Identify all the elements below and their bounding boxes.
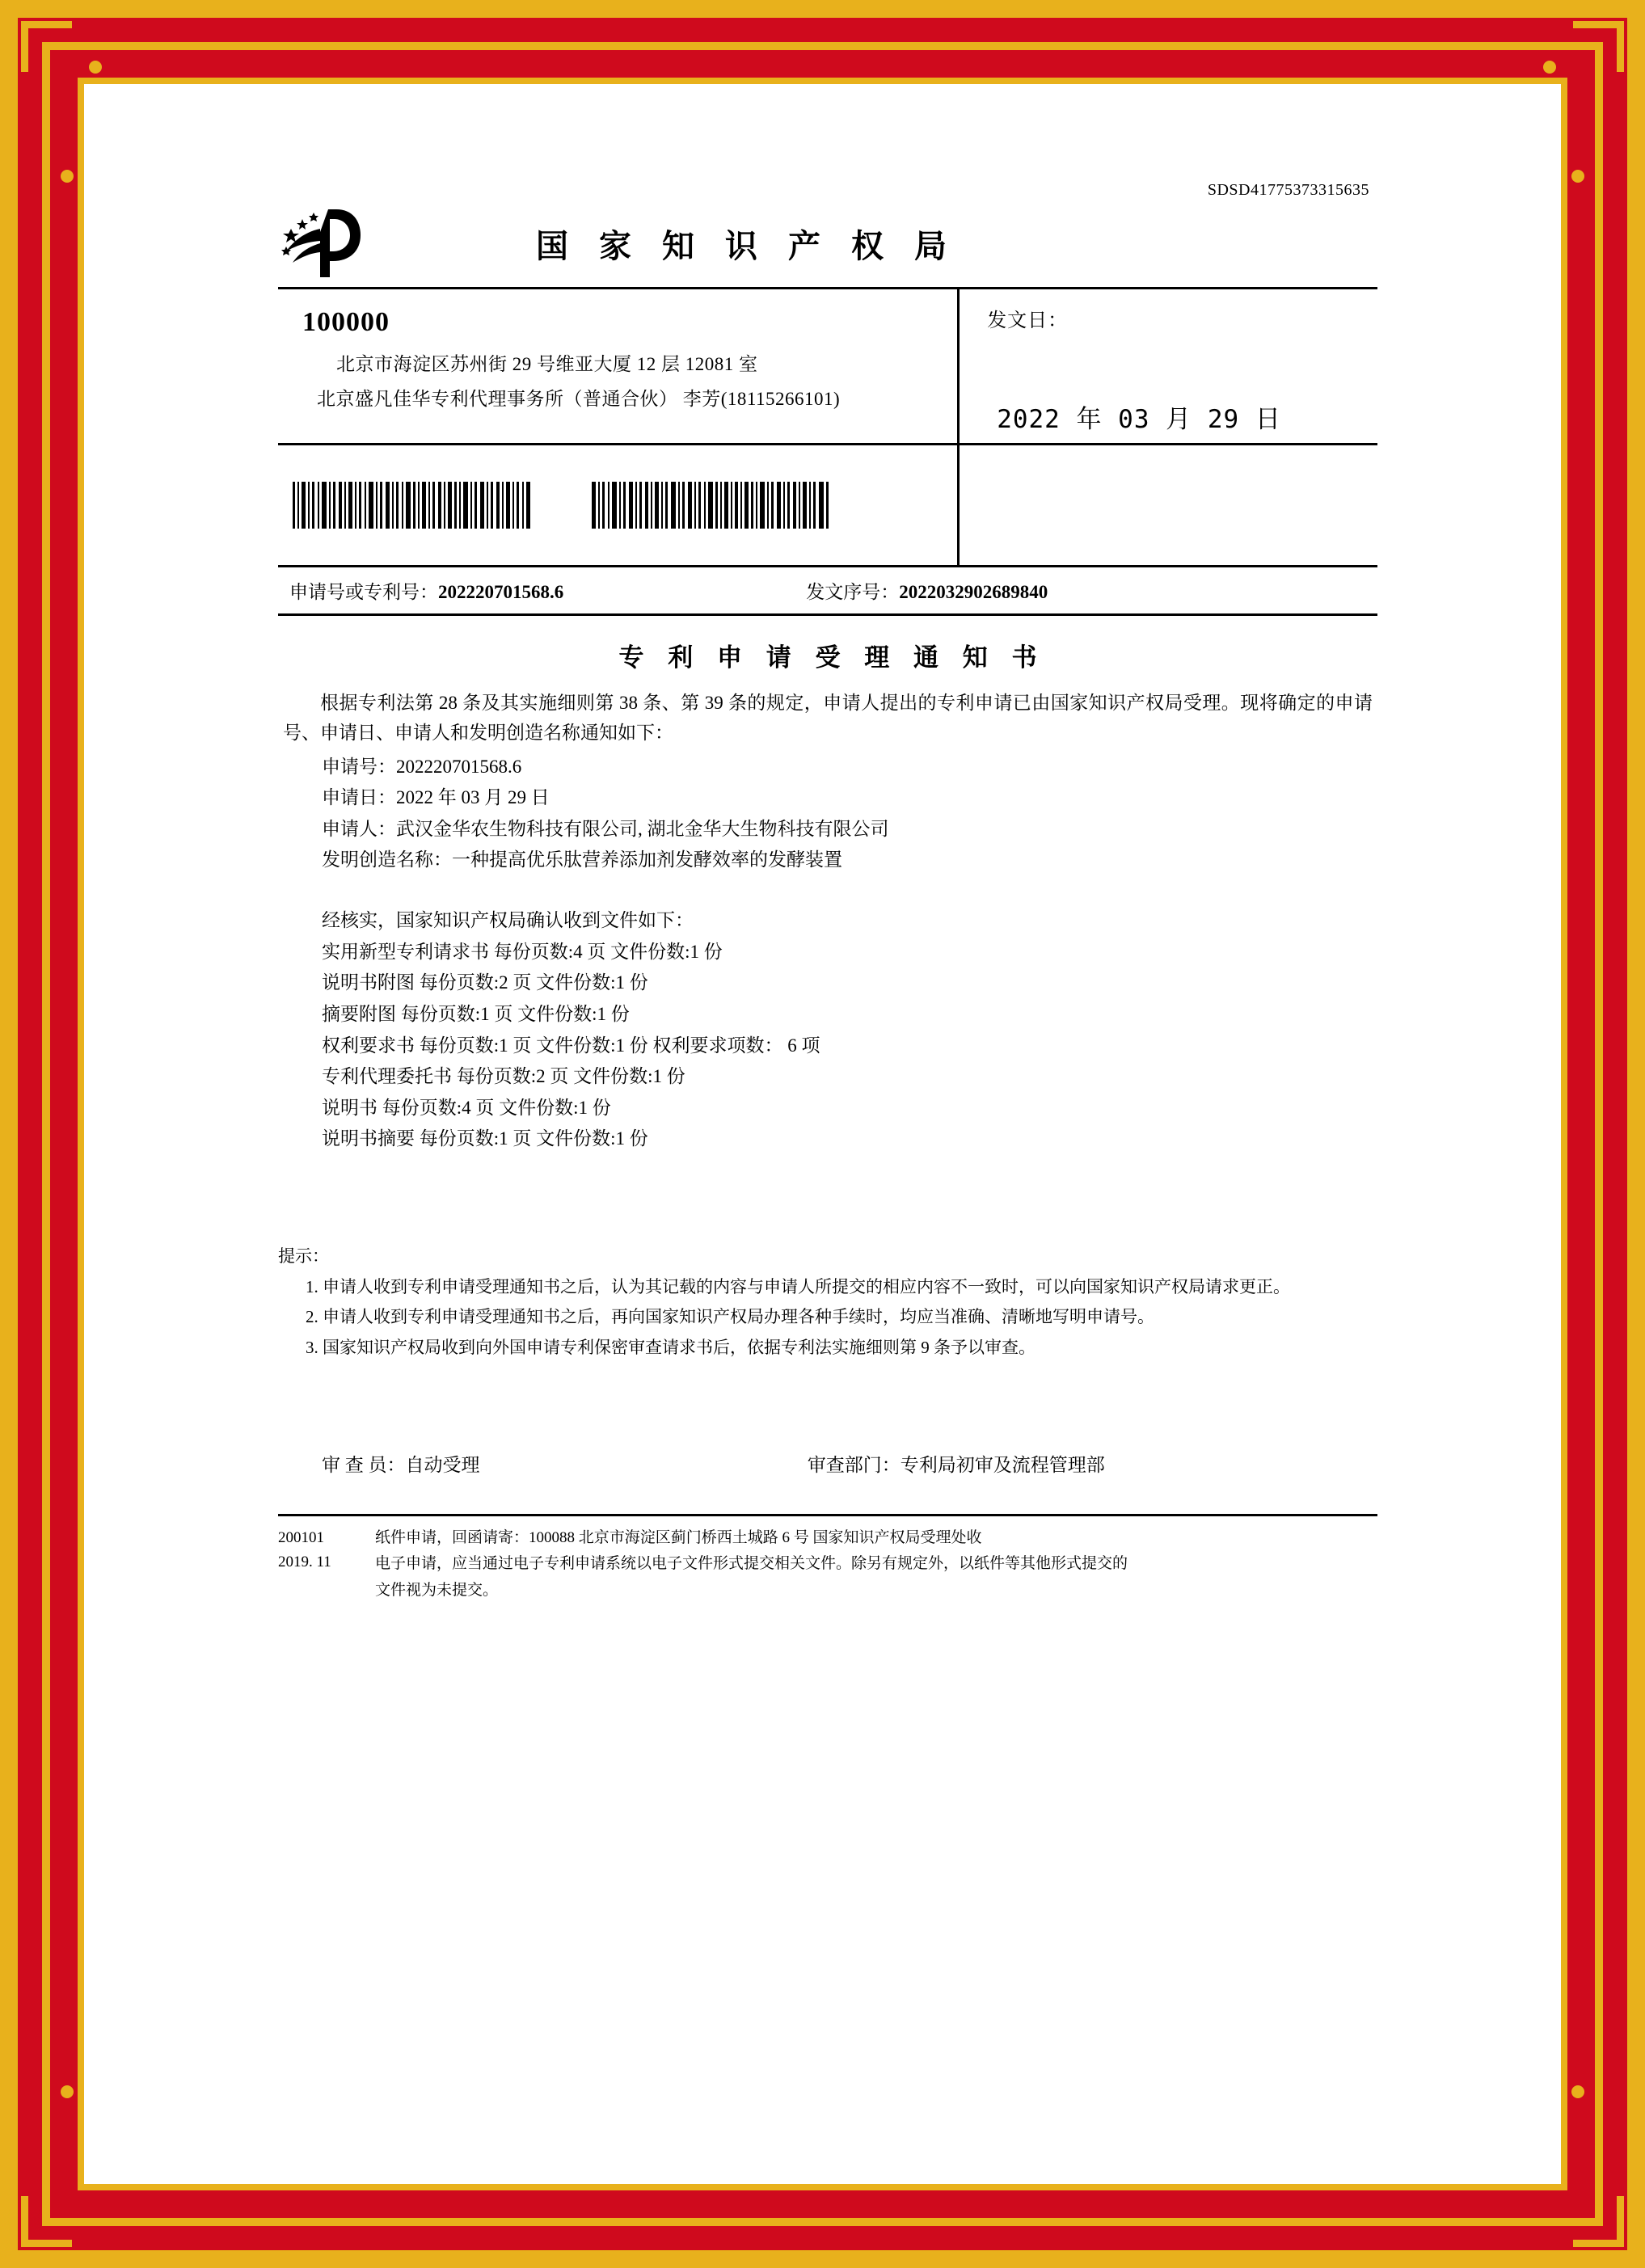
footer-notes <box>375 1526 1377 1604</box>
document-footer <box>278 1514 1377 1604</box>
cnipa-emblem-icon <box>278 204 383 282</box>
field-label: 申请人： <box>322 818 396 839</box>
address-line-1: 北京市海淀区苏州街 29 号维亚大厦 12 层 12081 室 <box>336 354 758 374</box>
footer-line-1: 纸件申请，回函请寄：100088 北京市海淀区蓟门桥西土城路 6 号 国家知识产权局受理处收 <box>375 1528 982 1546</box>
document-header <box>278 204 1377 282</box>
hint-item: 3. 国家知识产权局收到向外国申请专利保密审查请求书后，依据专利法实施细则第 9 条予以审查。 <box>306 1338 1036 1358</box>
received-document-item: 摘要附图 每份页数:1 页 文件份数:1 份 <box>322 1003 630 1024</box>
barcode-2-icon <box>590 482 833 529</box>
notice-paragraph-1: 根据专利法第 28 条及其实施细则第 38 条、第 39 条的规定，申请人提出的专利申请已由国家知识产权局受理。现将确定的申请号、申请日、申请人和发明创造名称通知如下： <box>283 693 1373 744</box>
department-label: 审查部门： <box>807 1454 901 1475</box>
dispatch-serial-label: 发文序号： <box>806 582 900 602</box>
barcode-cell-left <box>278 445 960 565</box>
received-document-item: 说明书附图 每份页数:2 页 文件份数:1 份 <box>322 972 648 993</box>
field-value: 武汉金华农生物科技有限公司, 湖北金华大生物科技有限公司 <box>396 818 889 839</box>
field-label: 申请号： <box>322 756 396 777</box>
department-value: 专利局初审及流程管理部 <box>900 1454 1105 1475</box>
received-document-item: 专利代理委托书 每份页数:2 页 文件份数:1 份 <box>322 1066 685 1087</box>
hints-title: 提示： <box>278 1246 329 1266</box>
ornament-dot <box>1543 61 1556 74</box>
field-label: 申请日： <box>322 787 396 808</box>
address-date-block <box>278 289 1377 445</box>
document-page <box>84 84 1561 2184</box>
examiner-value: 自动受理 <box>405 1454 480 1475</box>
field-value: 一种提高优乐肽营养添加剂发酵效率的发酵装置 <box>452 849 842 871</box>
application-number-field <box>278 577 806 604</box>
dispatch-date-label: 发文日： <box>987 310 1069 331</box>
field-value: 202220701568.6 <box>396 756 522 777</box>
footer-codes <box>278 1526 375 1604</box>
dispatch-date-value: 2022 年 03 月 29 日 <box>997 405 1281 434</box>
page-title: 国 家 知 识 产 权 局 <box>536 227 958 264</box>
field-invention-title <box>322 845 1377 876</box>
dispatch-serial-value: 2022032902689840 <box>899 582 1048 602</box>
examiner-row <box>278 1450 1377 1477</box>
received-document-item: 实用新型专利请求书 每份页数:4 页 文件份数:1 份 <box>322 941 723 962</box>
examiner-label: 审 查 员： <box>322 1454 406 1475</box>
dispatch-date-block <box>960 289 1377 443</box>
sdsd-code: SDSD41775373315635 <box>1207 181 1369 199</box>
barcode-1-icon <box>291 482 534 529</box>
documents-intro: 经核实，国家知识产权局确认收到文件如下： <box>322 910 694 930</box>
footer-line-2: 电子申请，应当通过电子专利申请系统以电子文件形式提交相关文件。除另有规定外，以纸件等其他形式提交的 <box>375 1555 1128 1573</box>
application-number-label: 申请号或专利号： <box>289 582 438 602</box>
ornament-dot <box>89 61 102 74</box>
ornament-dot <box>61 2085 74 2098</box>
ornament-dot <box>1571 2085 1584 2098</box>
zip-code: 100000 <box>302 307 390 337</box>
department-field <box>808 1450 1105 1477</box>
examiner-field <box>322 1450 808 1477</box>
ornament-dot <box>61 170 74 183</box>
application-number-value: 202220701568.6 <box>438 582 564 602</box>
footer-code-2: 2019. 11 <box>278 1553 331 1571</box>
hint-item: 1. 申请人收到专利申请受理通知书之后，认为其记载的内容与申请人所提交的相应内容不一致时，可以向国家知识产权局请求更正。 <box>306 1276 1290 1296</box>
hints-section <box>278 1242 1377 1363</box>
barcode-cell-right <box>960 445 1377 565</box>
field-label: 发明创造名称： <box>322 849 452 871</box>
field-application-number <box>322 752 1377 783</box>
hint-item: 2. 申请人收到专利申请受理通知书之后，再向国家知识产权局办理各种手续时，均应当准确、清晰地写明申请号。 <box>306 1307 1154 1327</box>
dispatch-serial-field <box>806 577 1377 604</box>
ornament-dot <box>1571 170 1584 183</box>
received-document-item: 权利要求书 每份页数:1 页 文件份数:1 份 权利要求项数： 6 项 <box>322 1035 820 1056</box>
field-applicant <box>322 814 1377 845</box>
field-value: 2022 年 03 月 29 日 <box>396 787 550 808</box>
addressee-block <box>278 289 960 443</box>
footer-code-1: 200101 <box>278 1528 324 1546</box>
numbers-row <box>278 567 1377 616</box>
address-line-2: 北京盛凡佳华专利代理事务所（普通合伙） 李芳(18115266101) <box>317 389 841 409</box>
notice-title: 专 利 申 请 受 理 通 知 书 <box>618 643 1046 672</box>
spacer <box>278 876 1377 905</box>
field-application-date <box>322 782 1377 814</box>
footer-line-3: 文件视为未提交。 <box>375 1581 499 1599</box>
barcode-row <box>278 445 1377 567</box>
notice-document <box>278 181 1377 1604</box>
received-document-item: 说明书 每份页数:4 页 文件份数:1 份 <box>322 1097 611 1118</box>
received-document-item: 说明书摘要 每份页数:1 页 文件份数:1 份 <box>322 1128 648 1149</box>
